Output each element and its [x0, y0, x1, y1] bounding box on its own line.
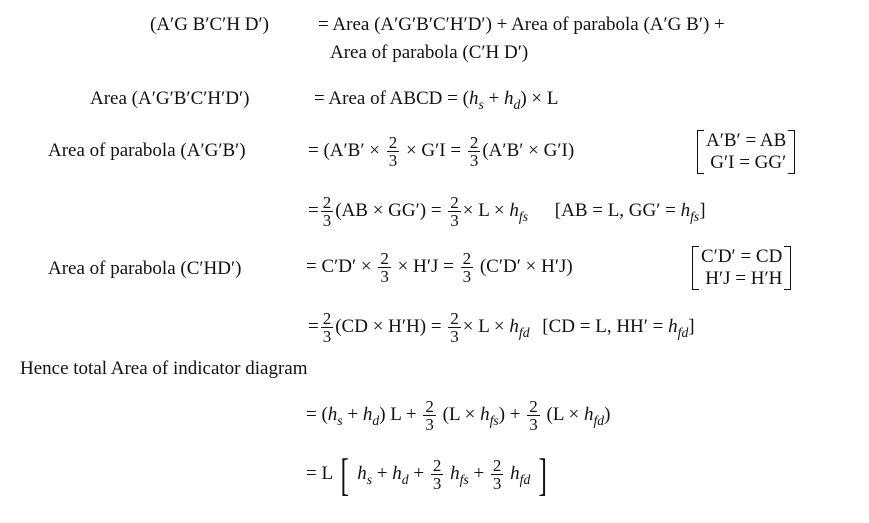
- bracket1-row2: G′I = GG′: [710, 152, 787, 173]
- eq3-a: = (A′B′ ×: [308, 140, 380, 161]
- h-fd: $h_{fd}$: [509, 316, 530, 340]
- eq8-a: = L: [306, 463, 333, 484]
- h-d: $h_d$: [504, 88, 521, 112]
- eq5-b: × H′J =: [397, 256, 454, 277]
- eq7-d: ) +: [498, 404, 521, 425]
- eq7: [306, 394, 610, 436]
- plus: +: [347, 404, 359, 425]
- condition-bracket-2: [692, 246, 791, 290]
- eq2-right-a: = Area of ABCD = (: [314, 88, 469, 109]
- eq4-c: × L ×: [462, 200, 505, 221]
- fraction-two-thirds: $\frac{2}{3}$: [425, 397, 434, 435]
- eq1-left: (A′G B′C′H D′): [150, 14, 270, 35]
- open-bracket: [: [340, 448, 350, 500]
- eq5-c: (C′D′ × H′J): [479, 256, 573, 277]
- note-close: ]: [688, 316, 695, 337]
- fraction-two-thirds: $\frac{2}{3}$: [322, 309, 332, 347]
- h-fs: $h_{fs}$: [509, 200, 529, 224]
- eq3-right: [308, 130, 574, 172]
- fraction-two-thirds: $\frac{2}{3}$: [450, 193, 459, 231]
- fraction-two-thirds: $\frac{2}{3}$: [388, 133, 398, 171]
- eq2-left: Area (A′G′B′C′H′D′): [90, 88, 250, 109]
- h-fs: $h_{fs}$: [450, 463, 469, 487]
- h-d: $h_d$: [362, 404, 380, 428]
- h-d: $h_d$: [392, 463, 409, 487]
- close-paren: ): [604, 404, 611, 425]
- h-s: $h_s$: [327, 404, 343, 428]
- bracket1-row1: A′B′ = AB: [706, 130, 787, 151]
- eq6-note: [CD = L, HH′ =: [542, 316, 664, 337]
- eq2-right: [314, 88, 559, 110]
- h-s: $h_s$: [357, 463, 373, 487]
- eq1-continuation: Area of parabola (C′H D′): [330, 42, 529, 63]
- plus: +: [413, 463, 425, 484]
- eq7-a: = (: [306, 404, 328, 425]
- eq5-left: Area of parabola (C′HD′): [48, 258, 242, 279]
- eq4-b: (AB × GG′) =: [335, 200, 442, 221]
- bracket2-row1: C′D′ = CD: [701, 246, 783, 267]
- eq8: [306, 446, 550, 502]
- eq1-right: = Area (A′G′B′C′H′D′) + Area of parabola (A′G B′) +: [318, 14, 725, 35]
- h-fs: $h_{fs}$: [480, 404, 499, 428]
- eq3-b: × G′I =: [405, 140, 462, 161]
- eq3-c: (A′B′ × G′I): [482, 140, 575, 161]
- plus: +: [488, 88, 500, 109]
- fraction-two-thirds: $\frac{2}{3}$: [380, 249, 389, 287]
- fraction-two-thirds: $\frac{2}{3}$: [492, 456, 502, 494]
- h-fd: $h_{fd}$: [583, 404, 605, 428]
- h-fs-note: $h_{fs}$: [680, 200, 700, 224]
- eq6: [308, 306, 695, 348]
- fraction-two-thirds: $\frac{2}{3}$: [322, 193, 332, 231]
- condition-bracket-1: [697, 130, 795, 174]
- fraction-two-thirds: $\frac{2}{3}$: [462, 249, 472, 287]
- eq6-c: × L ×: [462, 316, 505, 337]
- eq3-left: Area of parabola (A′G′B′): [48, 140, 246, 161]
- eq4-note: [AB = L, GG′ =: [554, 200, 676, 221]
- total-area-heading: Hence total Area of indicator diagram: [20, 358, 308, 379]
- eq5-a: = C′D′ ×: [306, 256, 372, 277]
- eq7-b: ) L +: [379, 404, 417, 425]
- close-bracket: ]: [538, 448, 547, 500]
- eq4: [308, 190, 706, 232]
- eq6-a: =: [308, 316, 319, 337]
- fraction-two-thirds: $\frac{2}{3}$: [450, 309, 459, 347]
- h-s: $h_s$: [468, 88, 484, 112]
- fraction-two-thirds: $\frac{2}{3}$: [469, 133, 479, 171]
- h-fd: $h_{fd}$: [510, 463, 531, 487]
- eq6-b: (CD × H′H) =: [335, 316, 442, 337]
- plus: +: [473, 463, 485, 484]
- eq7-e: (L ×: [546, 404, 580, 425]
- eq2-right-b: ) × L: [520, 88, 559, 109]
- plus: +: [376, 463, 388, 484]
- eq4-a: =: [308, 200, 319, 221]
- bracket2-row2: H′J = H′H: [705, 268, 783, 289]
- fraction-two-thirds: $\frac{2}{3}$: [529, 397, 538, 435]
- eq5-right: [306, 246, 573, 288]
- h-fd-note: $h_{fd}$: [668, 316, 689, 340]
- note-close: ]: [699, 200, 706, 221]
- fraction-two-thirds: $\frac{2}{3}$: [432, 456, 442, 494]
- eq7-c: (L ×: [442, 404, 476, 425]
